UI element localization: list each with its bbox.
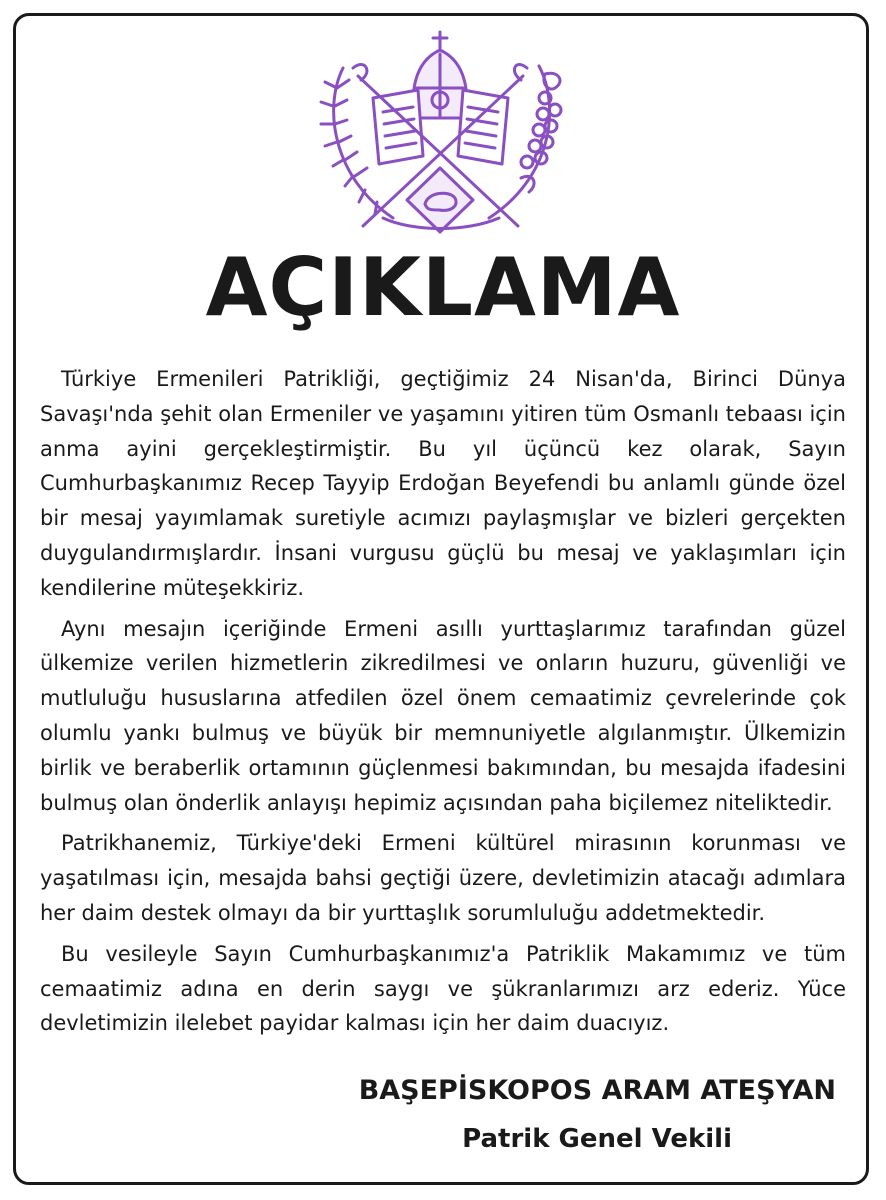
- paragraph: Türkiye Ermenileri Patrikliği, geçtiğimiz 24 Nisan'da, Birinci Dünya Savaşı'nda şehit olan Ermeniler ve yaşamını yitiren tüm Osmanlı tebaası için anma ayini gerçekleştirmiştir. Bu yıl üçüncü kez olarak, Sayın Cumhurbaşkanımız Recep Tayyip Erdoğan Beyefendi bu anlamlı günde özel bir mesaj yayımlamak suretiyle acımızı paylaşmışlar ve bizleri gerçekten duygulandırmışlardır. İnsani vurgusu güçlü bu mesaj ve yaklaşımları için kendilerine müteşekkiriz.: [40, 367, 846, 600]
- signatory-title: Patrik Genel Vekili: [462, 1124, 732, 1154]
- paragraph: Aynı mesajın içeriğinde Ermeni asıllı yurttaşlarımız tarafından güzel ülkemize verilen hizmetlerin zikredilmesi ve onların huzuru, güvenliği ve mutluluğu hususlarına atfedilen özel önem cemaatimiz çevrelerinde çok olumlu yankı bulmuş ve büyük bir memnuniyetle algılanmıştır. Ülkemizin birlik ve beraberlik ortamının güçlenmesi bakımından, bu mesajda ifadesini bulmuş olan önderlik anlayışı hepimiz açısından paha biçilemez niteliktedir.: [40, 616, 846, 815]
- patriarchate-coat-of-arms-icon: [313, 28, 573, 240]
- paragraph: Bu vesileyle Sayın Cumhurbaşkanımız'a Patriklik Makamımız ve tüm cemaatimiz adına en derin saygı ve şükranlarımızı arz ederiz. Yüce devletimizin ilelebet payidar kalması için her daim duacıyız.: [40, 941, 846, 1036]
- statement-body: [40, 362, 846, 1047]
- signature-block: [359, 1070, 836, 1160]
- paragraph: Patrikhanemiz, Türkiye'deki Ermeni kültürel mirasının korunması ve yaşatılması için, mesajda bahsi geçtiği üzere, devletimizin atacağı adımlara her daim destek olmayı da bir yurttaşlık sorumluluğu addetmektedir.: [40, 831, 846, 925]
- page-title: AÇIKLAMA: [205, 241, 681, 334]
- signatory-name: BAŞEPİSKOPOS ARAM ATEŞYAN: [358, 1075, 836, 1106]
